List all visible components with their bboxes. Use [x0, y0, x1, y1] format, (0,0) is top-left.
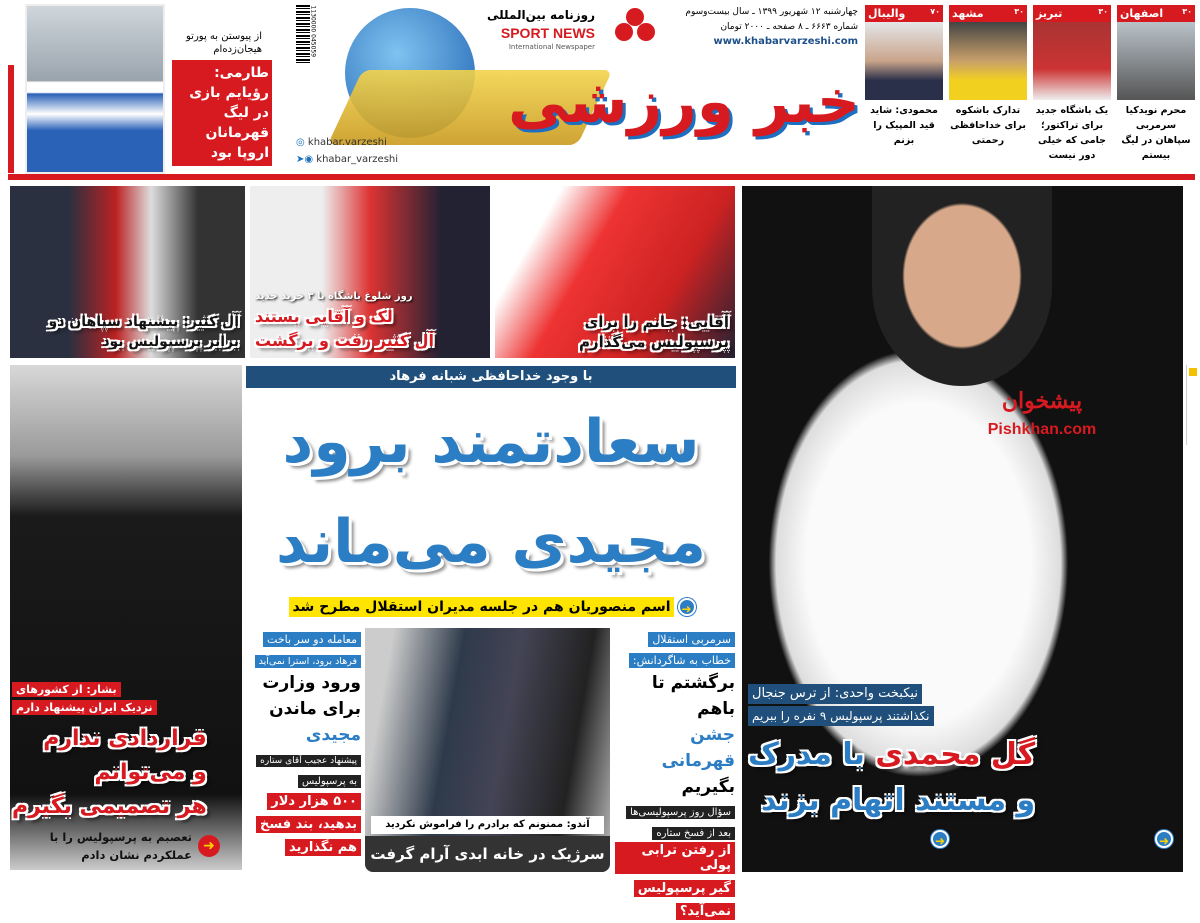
main-banner: با وجود خداحافظی شبانه فرهاد	[246, 366, 736, 388]
bashar-sub: تعصبم به پرسپولیس را با عملکردم نشان دادم	[49, 830, 192, 862]
arrow-icon: ➜	[198, 835, 220, 857]
tarami-headline[interactable]: طارمی: رؤیایم بازی در لیگ قهرمانان اروپا بود	[172, 60, 272, 166]
subtitle-en: SPORT NEWS	[500, 25, 595, 41]
rahmati-bullet: ➜ سرمربیگری برای رحمتی زود بود	[799, 830, 949, 864]
regional-photo	[865, 22, 943, 100]
regional-photo	[1117, 22, 1195, 100]
tarami-kicker: از پیوستن به پورتو هیجان‌زده‌ام	[186, 31, 262, 55]
header-divider	[8, 174, 1195, 180]
subtitle-block	[470, 6, 595, 52]
subtitle-fa: روزنامه بین‌المللی	[487, 8, 595, 22]
regional-boxes	[865, 5, 1195, 173]
telegram-icon: ➤◉	[296, 154, 317, 165]
website-link[interactable]: www.khabarvarzeshi.com	[713, 36, 858, 47]
bashar-headline: قراردادی ندارم و می‌توانم هر تصمیمی بگیرم	[12, 726, 207, 819]
pishkhan-watermark	[967, 386, 1117, 440]
esteghlal-coach-story[interactable]: سرمربی استقلال خطاب به شاگردانش: برگشتم تا باهم جشن قهرمانی بگیریم سؤال روز پرسپولیسی‌ها بعد از فسخ ستاره از رفتن ترابی پولی گیر پرسپولیس نمی‌آید؟	[615, 628, 735, 923]
masthead-title: خبر ورزشی	[507, 67, 860, 137]
header-red-rule	[8, 65, 14, 173]
bashar-photo[interactable]	[10, 365, 242, 870]
pishkhan-watermark-fa: پیشخوان	[1001, 388, 1083, 414]
arrow-icon: ➜	[1155, 830, 1173, 848]
date-block	[680, 5, 858, 49]
instagram-handle[interactable]: ◎ khabar.varzeshi	[296, 137, 387, 148]
main-headline[interactable]: سعادتمند برود مجیدی می‌ماند	[275, 407, 707, 577]
golmohammadi-story	[748, 684, 1173, 864]
main-subline: ➜ اسم منصوریان هم در جلسه مدیران استقلال مطرح شد	[250, 597, 735, 617]
regional-photo	[949, 22, 1027, 100]
regional-box[interactable]: والیبال ۷۰ محمودی: شاید قید المپیک را بزنم	[865, 5, 943, 173]
barcode	[296, 5, 310, 65]
strip-photo-3[interactable]: آل کثیر: پیشنهاد سپاهان دو برابر پرسپولیس بود	[10, 186, 245, 358]
qaedi-bullet: ➜ مثل قایدی ازدواج می‌کردم ۱۸ سالگی لژیونر می‌شدم	[963, 830, 1173, 864]
vahedi-tag-1: نیکبخت واحدی: از ترس جنجال	[748, 684, 922, 704]
instagram-icon: ◎	[296, 137, 308, 148]
strip-photo-1[interactable]: آقایی: جانم را برای پرسپولیس می‌گذارم	[495, 186, 735, 358]
golmohammadi-photo[interactable]	[742, 186, 1183, 872]
arrow-icon: ➜	[678, 598, 696, 616]
sergik-photo[interactable]: آندو: ممنونم که برادرم را فراموش نکردید سرژیک در خانه ابدی آرام گرفت	[365, 628, 610, 872]
three-balls-icon	[615, 8, 657, 44]
pishkhan-watermark-en: Pishkhan.com	[987, 421, 1097, 438]
bashar-tag-1: بشار: از کشورهای	[12, 682, 121, 697]
strip-photo-2[interactable]: روز شلوغ باشگاه با ۳ خرید جدید لک و آقایی بستند آل کثیر رفت و برگشت	[250, 186, 490, 358]
bashar-tag-2: نزدیک ایران پیشنهاد دارم	[12, 700, 157, 715]
side-credit-strip	[1186, 365, 1198, 445]
tarami-block	[172, 30, 284, 166]
vahedi-tag-2: نکذاشتند پرسپولیس ۹ نفره را ببریم	[748, 706, 934, 726]
date-line: چهارشنبه ۱۲ شهریور ۱۳۹۹ ـ سال بیست‌وسوم	[685, 7, 858, 17]
portrait-head	[872, 186, 1052, 386]
arrow-icon: ➜	[931, 830, 949, 848]
bashar-story	[12, 682, 236, 864]
subtitle-en2: International Newspaper	[508, 43, 595, 51]
golmohammadi-headline: گل محمدی با مدرک و مستند اتهام بزند	[748, 737, 1036, 818]
telegram-handle[interactable]: ➤◉ khabar_varzeshi	[296, 154, 399, 165]
tarami-photo	[25, 4, 165, 174]
regional-box[interactable]: اصفهان ۳۰ محرم نویدکیا سرمربی سپاهان در لیگ بیستم	[1117, 5, 1195, 173]
regional-box[interactable]: مشهد ۳۰ تدارک باشکوه برای خداحافظی رحمتی	[950, 7, 1026, 146]
regional-photo	[1033, 22, 1111, 100]
regional-box[interactable]: تبریز ۳۰ یک باشگاه جدید برای تراکتور؛ جامی که خیلی دور نیست	[1033, 5, 1111, 173]
issue-line: شماره ۶۶۶۳ ـ ۸ صفحه ـ ۲۰۰۰ تومان	[720, 22, 858, 32]
ministry-story[interactable]: معامله دو سر باخت فرهاد برود، استرا نمی‌آید ورود وزارت برای ماندن مجیدی پیشنهاد عجیب آقای ستاره به پرسپولیس ۵۰۰ هزار دلار بدهید، بند فسخ هم نگذارید	[246, 628, 361, 859]
barcode-number: 1130000 045059	[309, 5, 317, 58]
